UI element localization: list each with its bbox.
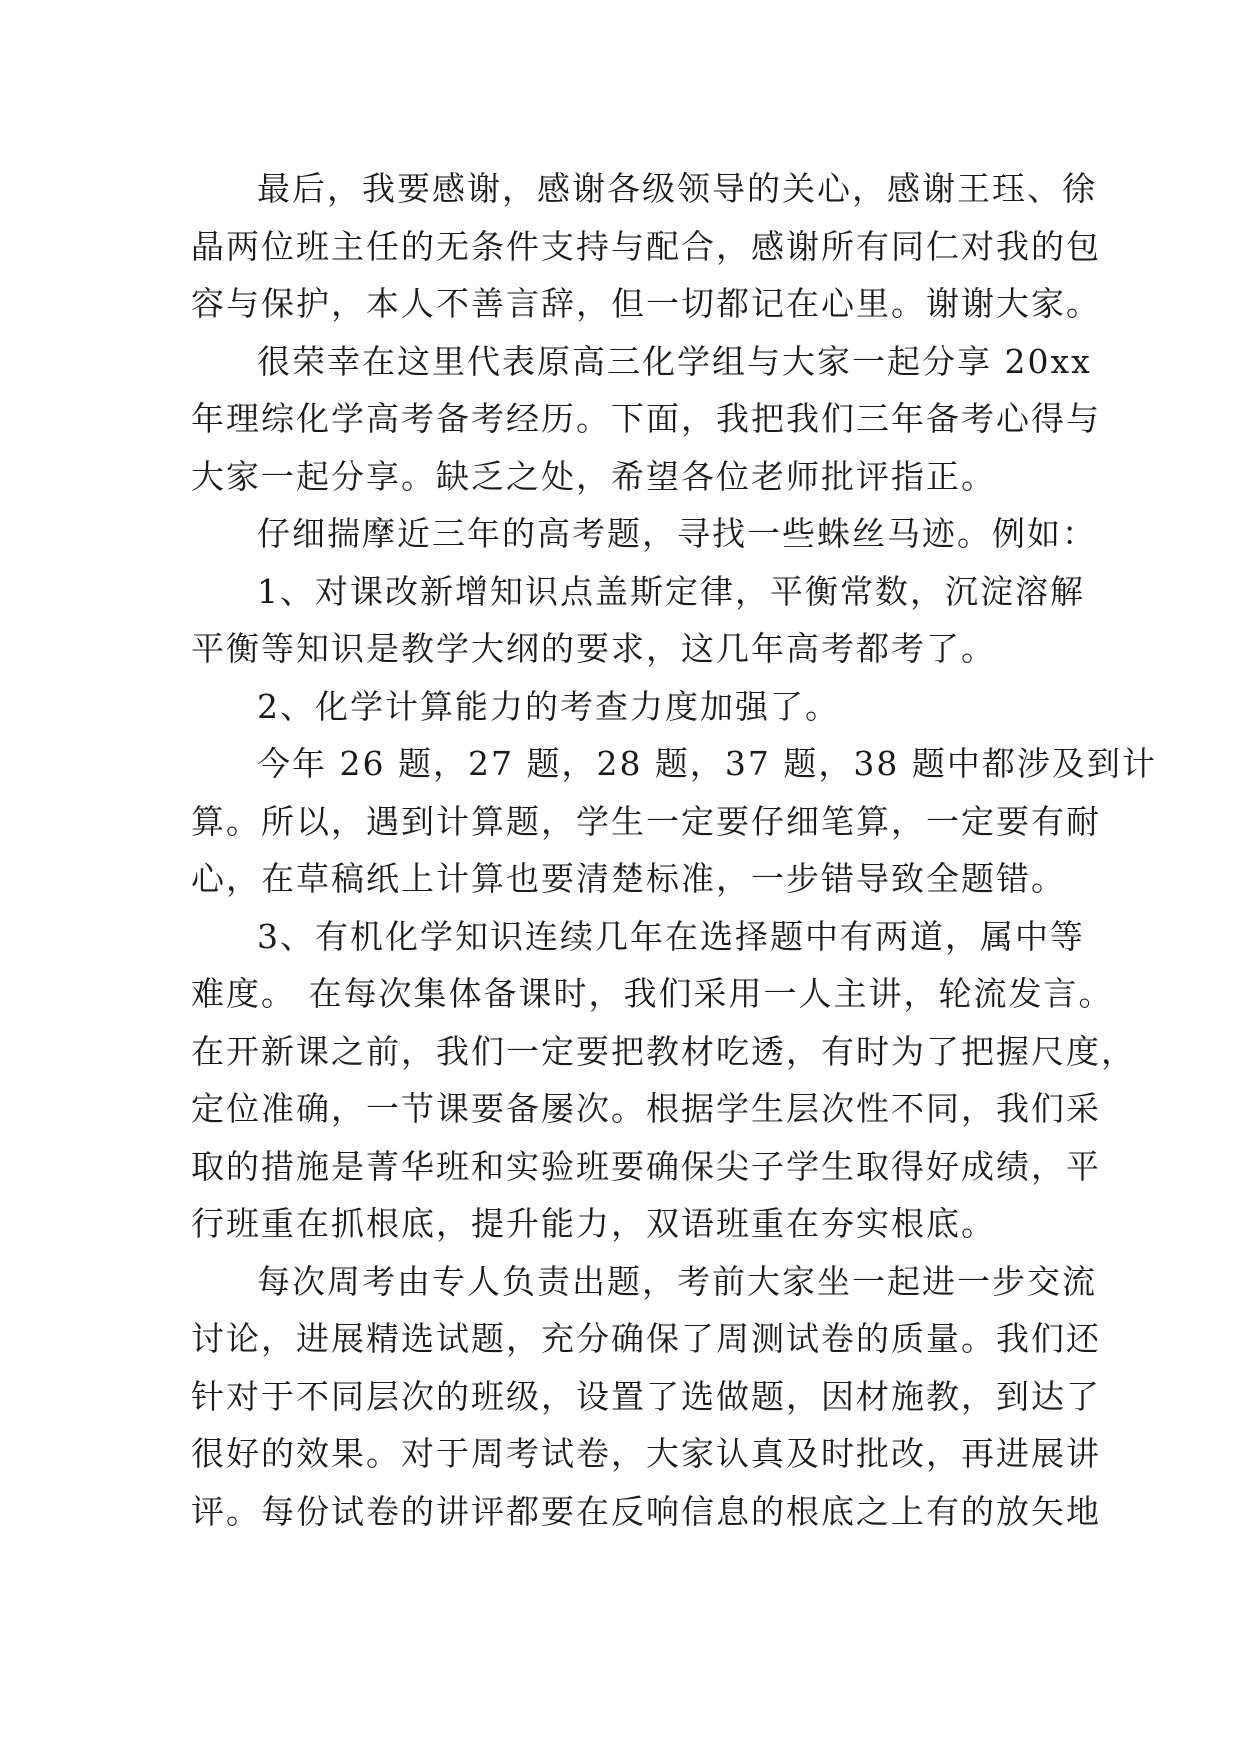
text-line: 取的措施是菁华班和实验班要确保尖子学生取得好成绩，平 [191, 1146, 1101, 1186]
text-line: 难度。 在每次集体备课时，我们采用一人主讲，轮流发言。 [191, 974, 1114, 1013]
text-line: 年理综化学高考备考经历。下面，我把我们三年备考心得与 [191, 399, 1101, 438]
text-line: 行班重在抓根底，提升能力，双语班重在夯实根底。 [191, 1204, 996, 1243]
text-line: 针对于不同层次的班级，设置了选做题，因材施教，到达了 [191, 1376, 1101, 1416]
text-line: 1、对课改新增知识点盖斯定律，平衡常数，沉淀溶解 [257, 571, 1085, 611]
text-line: 晶两位班主任的无条件支持与配合，感谢所有同仁对我的包 [191, 226, 1101, 266]
text-line: 平衡等知识是教学大纲的要求，这几年高考都考了。 [191, 629, 996, 668]
document-body [191, 160, 1157, 1540]
text-line: 今年 26 题，27 题，28 题，37 题，38 题中都涉及到计 [257, 744, 1157, 783]
text-line: 2、化学计算能力的考查力度加强了。 [257, 686, 840, 726]
text-line: 每次周考由专人负责出题，考前大家坐一起进一步交流 [257, 1261, 1097, 1301]
text-line: 容与保护，本人不善言辞，但一切都记在心里。谢谢大家。 [191, 284, 1101, 323]
text-line: 算。所以，遇到计算题，学生一定要仔细笔算，一定要有耐 [191, 801, 1101, 841]
text-line: 讨论，进展精选试题，充分确保了周测试卷的质量。我们还 [191, 1319, 1101, 1358]
text-line: 大家一起分享。缺乏之处，希望各位老师批评指正。 [191, 456, 996, 496]
text-line: 在开新课之前，我们一定要把教材吃透，有时为了把握尺度， [191, 1031, 1136, 1071]
text-line: 很好的效果。对于周考试卷，大家认真及时批改，再进展讲 [191, 1434, 1101, 1473]
text-line: 很荣幸在这里代表原高三化学组与大家一起分享 20xx [257, 341, 1092, 381]
text-line: 心，在草稿纸上计算也要清楚标准，一步错导致全题错。 [191, 859, 1066, 898]
text-line: 最后，我要感谢，感谢各级领导的关心，感谢王珏、徐 [257, 169, 1097, 208]
text-line: 定位准确，一节课要备屡次。根据学生层次性不同，我们采 [191, 1089, 1101, 1128]
text-line: 评。每份试卷的讲评都要在反响信息的根底之上有的放矢地 [191, 1491, 1101, 1531]
text-line: 仔细揣摩近三年的高考题，寻找一些蛛丝马迹。例如： [257, 514, 1097, 553]
text-line: 3、有机化学知识连续几年在选择题中有两道，属中等 [257, 916, 1085, 956]
